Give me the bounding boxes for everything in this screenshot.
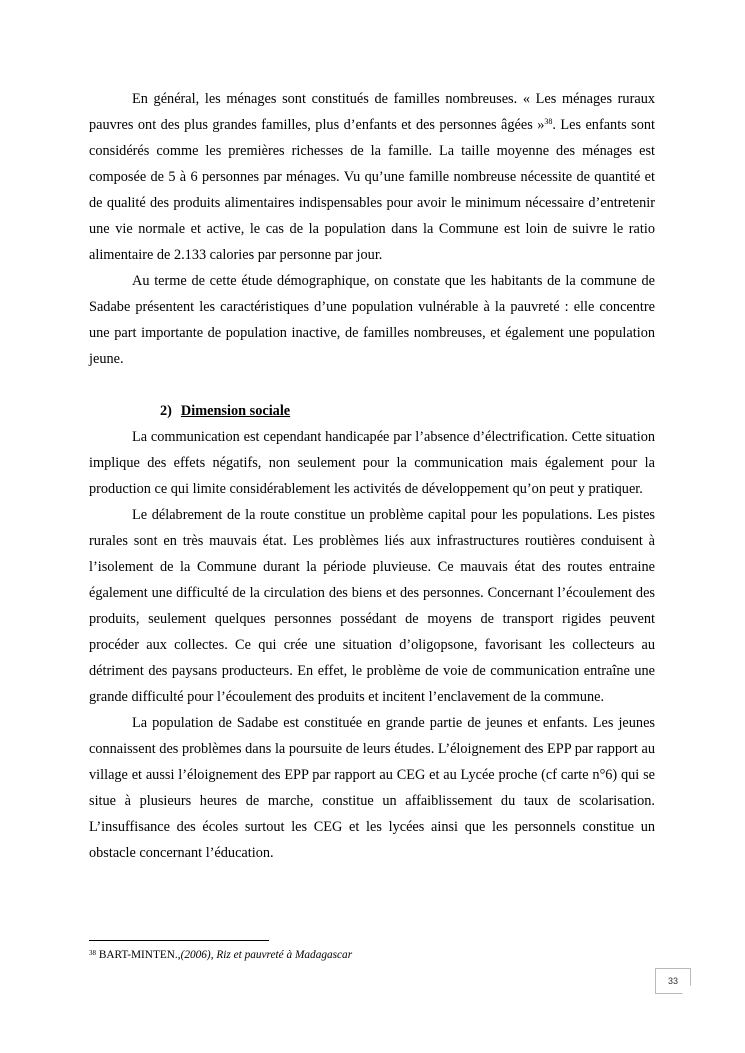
section-heading <box>89 398 655 424</box>
footnote <box>89 947 352 963</box>
footnote-citation: (2006), Riz et pauvreté à Madagascar <box>180 949 353 961</box>
paragraph-text: En général, les ménages sont constitués de familles nombreuses. « Les ménages ruraux pauvres ont des plus grandes familles, plus d’enfants et des personnes âgées » <box>89 91 655 133</box>
paragraph-demographic-conclusion: Au terme de cette étude démographique, on constate que les habitants de la commune de Sadabe présentent les caractéristiques d’une population vulnérable à la pauvreté : elle concentre une part importante de population inactive, de familles nombreuses, et également une population jeune. <box>89 273 655 367</box>
page-curl-icon <box>682 985 691 994</box>
paragraph-text: . Les enfants sont considérés comme les premières richesses de la famille. La taille moyenne des ménages est composée de 5 à 6 personnes par ménages. Vu qu’une famille nombreuse nécessite de quantité et de qualité des produits alimentaires indispensables pour avoir le minimum nécessaire d’entretenir une vie normale et active, le cas de la population dans la Commune est loin de suivre le ratio alimentaire de 2.133 calories par personne par jour. <box>89 117 656 263</box>
body-text <box>89 86 655 866</box>
footnote-ref[interactable]: 38 <box>544 117 553 126</box>
section-number: 2) <box>160 403 172 419</box>
footnote-author: BART-MINTEN., <box>96 949 181 961</box>
spacer <box>89 372 655 398</box>
footnote-number: 38 <box>89 949 96 957</box>
page-number: 33 <box>667 976 678 986</box>
page-number-box <box>655 968 691 994</box>
paragraph-households <box>89 86 655 268</box>
paragraph-education: La population de Sadabe est constituée en grande partie de jeunes et enfants. Les jeunes connaissent des problèmes dans la poursuite de leurs études. L’éloignement des EPP par rapport au village et aussi l’éloignement des EPP par rapport au CEG et au Lycée proche (cf carte n°6) qui se situe à plusieurs heures de marche, constitue un affaiblissement du taux de scolarisation. L’insuffisance des écoles surtout les CEG et les lycées ainsi que les personnels constitue un obstacle concernant l’éducation. <box>89 715 655 861</box>
paragraph-communication: La communication est cependant handicapée par l’absence d’électrification. Cette situation implique des effets négatifs, non seulement pour la communication mais également pour la production ce qui limite considérablement les activités de développement qu’on peut y pratiquer. <box>89 429 655 497</box>
footnote-separator <box>89 940 269 941</box>
section-title: Dimension sociale <box>180 403 291 419</box>
paragraph-roads: Le délabrement de la route constitue un problème capital pour les populations. Les pistes rurales sont en très mauvais état. Les problèmes liés aux infrastructures routières conduisent à l’isolement de la Commune durant la période pluvieuse. Ce mauvais état des routes entraine également une difficulté de la circulation des biens et des personnes. Concernant l’écoulement des produits, seulement quelques personnes possédant de moyens de transport rigides peuvent procéder aux collectes. Ce qui crée une situation d’oligopsone, favorisant les collecteurs au détriment des paysans producteurs. En effet, le problème de voie de communication entraîne une grande difficulté pour l’écoulement des produits et incitent l’enclavement de la commune. <box>89 507 655 705</box>
